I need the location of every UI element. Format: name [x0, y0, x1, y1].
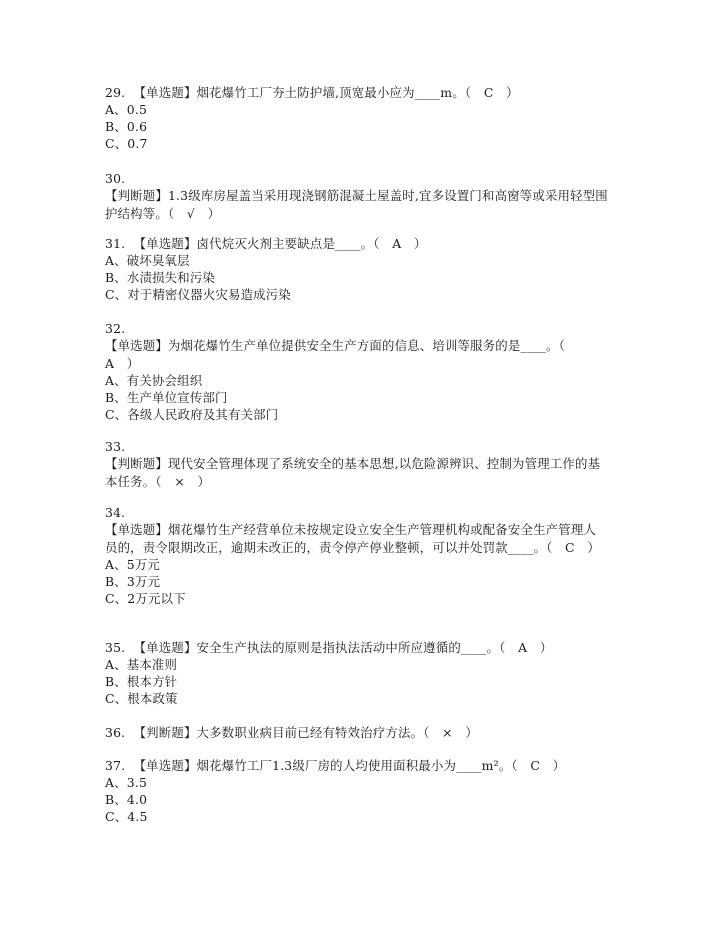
question-34 [105, 504, 605, 607]
option-c: C、对于精密仪器火灾易造成污染 [105, 287, 291, 302]
option-a: A、3.5 [105, 775, 148, 790]
question-stem [105, 235, 427, 252]
option-b: B、4.0 [105, 792, 148, 807]
option-c: C、2万元以下 [105, 591, 186, 606]
question-text: 【单选题】安全生产执法的原则是指执法活动中所应遵循的____。（ A ） [133, 640, 553, 655]
option-a: A、0.5 [105, 102, 148, 117]
option-b: B、0.6 [105, 119, 148, 134]
question-number: 33. [105, 439, 126, 454]
question-text: 【单选题】烟花爆竹工厂1.3级厂房的人均使用面积最小为____m²。（ C ） [133, 758, 566, 773]
option-a: A、5万元 [105, 557, 161, 572]
question-29 [105, 84, 519, 152]
option-a: A、破坏臭氧层 [105, 253, 190, 268]
question-31 [105, 235, 427, 303]
option-b: B、3万元 [105, 574, 161, 589]
question-text: 【单选题】烟花爆竹工厂夯土防护墙,顶宽最小应为____m。（ C ） [133, 85, 519, 100]
question-text: 【判断题】现代安全管理体现了系统安全的基本思想,以危险源辨识、控制为管理工作的基本任务。（ × ） [105, 456, 601, 489]
question-stem [105, 639, 552, 656]
option-b: B、根本方针 [105, 674, 178, 689]
question-text: 【单选题】烟花爆竹生产经营单位未按规定设立安全生产管理机构或配备安全生产管理人员的，责令限期改正，逾期未改正的，责令停产停业整顿，可以并处罚款____。（ C ） [105, 522, 600, 555]
question-stem [105, 757, 565, 774]
question-number: 29. [105, 85, 126, 100]
question-number: 30. [105, 171, 126, 186]
question-30 [105, 170, 615, 222]
question-number: 31. [105, 236, 126, 251]
question-stem [105, 724, 478, 741]
question-text: 【判断题】1.3级库房屋盖当采用现浇钢筋混凝土屋盖时,宜多设置门和高窗等或采用轻型围护结构等。（ √ ） [105, 188, 608, 221]
option-c: C、各级人民政府及其有关部门 [105, 407, 279, 422]
option-c: C、0.7 [105, 136, 148, 151]
question-stem [105, 84, 519, 101]
option-a: A、有关协会组织 [105, 373, 203, 388]
question-number: 37. [105, 758, 126, 773]
question-number: 34. [105, 505, 126, 520]
question-37 [105, 757, 565, 825]
question-number: 35. [105, 640, 126, 655]
question-text: 【判断题】大多数职业病目前已经有特效治疗方法。（ × ） [133, 725, 478, 740]
question-36 [105, 724, 478, 741]
question-number: 32. [105, 321, 126, 336]
question-text: 【单选题】卤代烷灭火剂主要缺点是____。（ A ） [133, 236, 427, 251]
option-a: A、基本准则 [105, 657, 178, 672]
question-text: 【单选题】为烟花爆竹生产单位提供安全生产方面的信息、培训等服务的是____。（ A ） [105, 338, 578, 371]
question-33 [105, 438, 605, 490]
question-32 [105, 320, 605, 423]
option-b: B、生产单位宣传部门 [105, 390, 228, 405]
option-b: B、水渍损失和污染 [105, 270, 216, 285]
question-35 [105, 639, 552, 707]
option-c: C、根本政策 [105, 691, 178, 706]
question-number: 36. [105, 725, 126, 740]
option-c: C、4.5 [105, 809, 148, 824]
